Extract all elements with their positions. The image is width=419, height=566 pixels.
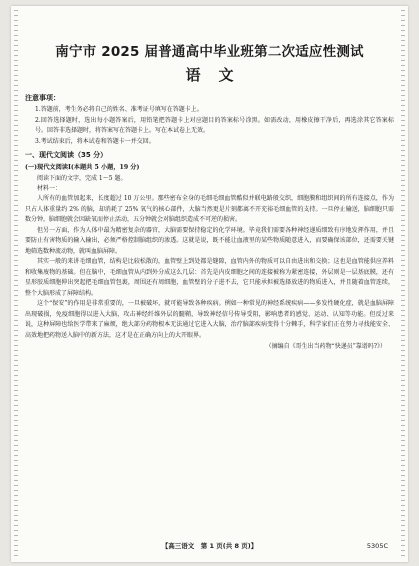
- subsection-heading: (一)现代文阅读Ⅰ(本题共 5 小题，19 分): [25, 164, 140, 171]
- paper-code: 5305C: [366, 542, 388, 550]
- binding-margin-right: [401, 10, 405, 558]
- reading-section: [25, 150, 394, 352]
- exam-subject: 语文: [185, 66, 252, 84]
- exam-title: 南宁市 2025 届普通高中毕业班第二次适应性测试: [55, 44, 364, 60]
- notice-item: 2.回答选择题时，选出每小题答案后，用铅笔把答题卡上对应题目的答案标号涂黑。如需改动，用橡皮擦干净后，再选涂其它答案标号。回答非选择题时，将答案写在答题卡上。写在本试卷上无效。: [35, 116, 394, 134]
- notice-heading: 注意事项：: [25, 94, 60, 102]
- passage-paragraph: 其实一般的来讲毛细血管，结构是比较松散的，血管壁上到处都是缝隙，血管内外的物质可以自由进出和交换；这也是血管能供应养料和收集废物的基础。但在脑中，毛细血管从内到外分成这么几层：首先是内皮细胞之间的连接被称为紧密连接，外层则是一层基底膜，还有星形胶质细胞伸出突起把毛细血管包裹，周围还有周细胞，血管壁的分子进不去，它只能承担被选择放进的物质进入，并且随着血管连续，整个大脑形成了屏障结构。: [25, 258, 394, 297]
- material-label: 材料一：: [37, 185, 62, 192]
- passage-paragraph: 这个“保安”的作用是非常重要的，一旦被破坏，就可能导致各种疾病。例如一种常见的神经系统疾病——多发性硬化症，就是血脑屏障出现破损，免疫细胞得以进入大脑，攻击神经纤维外层的髓鞘，导致神经信号传导受阻，影响患者的感觉、运动、认知等功能。但反过来说，这种屏障也给医学带来了麻烦，绝大部分药物根本无法通过它进入大脑，治疗脑部疾病变得十分棘手，科学家们正在努力寻找能安全、高效地把药物送入脑中的新方法，这才是在正确方向上的大开眼界。: [25, 300, 394, 339]
- page-footer: [11, 540, 408, 552]
- passage-source: （摘编自《哥生出当药物“快递员”靠谱吗?》）: [265, 343, 386, 350]
- exam-paper: [11, 6, 408, 562]
- binding-margin-left: [14, 10, 18, 558]
- passage-paragraph: 但另一方面，作为人体中最为精密复杂的器官，大脑需要保持稳定的化学环境。毕竟我们需要各种神经递质细致有序地发挥作用，并且要防止有害物质的输入输出，必须严格控制脑组织的渗透。这就是说，既不能让血液里的某些物质随意进入，而要确保该部位，还需要关键地筛选数种流动物，就叫血脑屏障。: [25, 226, 394, 255]
- notice-item: 3.考试结束后，将本试卷和答题卡一并交回。: [35, 137, 155, 145]
- exam-content: [25, 20, 394, 352]
- section-heading: 一、现代文阅读（35 分）: [25, 151, 108, 159]
- instruction-text: 阅读下面的文字，完成 1～5 题。: [37, 175, 127, 182]
- notice-item: 1.答题前，考生务必将自己的姓名、准考证号填写在答题卡上。: [35, 106, 203, 113]
- passage-paragraph: 人所有的血管加起来，长度超过 10 万公里。那些密布全身的毛细毛细血管酷似并联电路般交织，细胞膜和组织间的所有连接点，作为只占人体重量约 2% 的脑，却消耗了 25% 氧气的核心部件，大脑当然更是片刻都离不开充裕毛细血管的支持。一旦停止输送，脑细胞只需数分钟，脑细胞就会因缺氧而停止活动，五分钟就会对脑组织造成不可逆的损害。: [25, 195, 394, 223]
- page-number: 【高三语文 第 1 页(共 8 页)】: [161, 542, 258, 550]
- notice-section: [25, 93, 394, 147]
